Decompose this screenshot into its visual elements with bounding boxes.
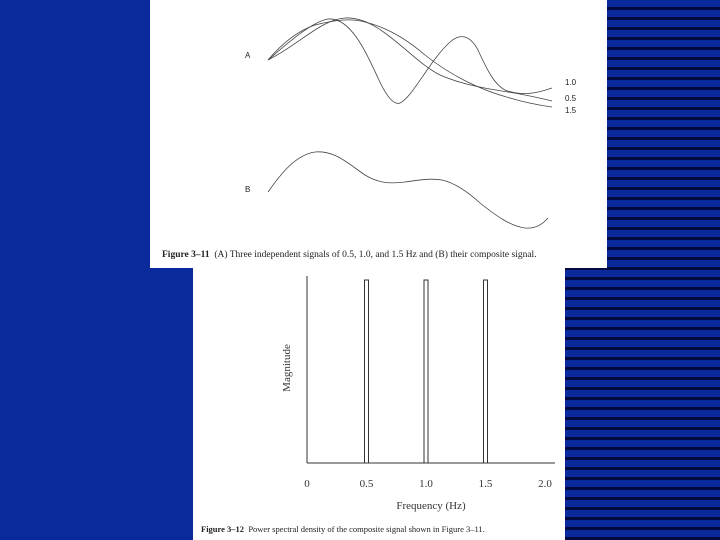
caption-label: Figure 3–12 bbox=[201, 524, 245, 534]
figure-3-11-caption bbox=[162, 250, 537, 260]
panel-a-label: A bbox=[245, 51, 251, 60]
x-axis-label: Frequency (Hz) bbox=[396, 500, 466, 512]
caption-label: Figure 3–11 bbox=[162, 250, 210, 260]
x-tick-label: 1.5 bbox=[478, 478, 493, 490]
x-tick-label: 2.0 bbox=[538, 478, 552, 490]
psd-peak-bar bbox=[365, 280, 369, 463]
y-axis-label: Magnitude bbox=[281, 344, 293, 392]
psd-peak-bar bbox=[424, 280, 428, 463]
caption-text: (A) Three independent signals of 0.5, 1.0, and 1.5 Hz and (B) their composite signal. bbox=[214, 250, 537, 260]
legend-label-1-5: 1.5 bbox=[565, 106, 577, 115]
x-tick-label: 0 bbox=[304, 478, 310, 490]
figure-3-12 bbox=[193, 268, 565, 540]
psd-chart bbox=[193, 268, 565, 540]
composite-signal bbox=[268, 152, 548, 228]
figure-3-11-plot bbox=[150, 0, 607, 268]
psd-peak-bar bbox=[484, 280, 488, 463]
figure-3-11 bbox=[150, 0, 607, 268]
legend-label-0-5: 0.5 bbox=[565, 94, 577, 103]
x-tick-label: 0.5 bbox=[359, 478, 374, 490]
panel-b-label: B bbox=[245, 185, 251, 194]
legend-label-1-0: 1.0 bbox=[565, 78, 577, 87]
figure-3-12-caption bbox=[201, 524, 485, 534]
signal-0-5hz bbox=[268, 18, 552, 101]
caption-text: Power spectral density of the composite signal shown in Figure 3–11. bbox=[248, 524, 485, 534]
signal-1-0hz bbox=[268, 19, 552, 103]
x-tick-label: 1.0 bbox=[419, 478, 433, 490]
